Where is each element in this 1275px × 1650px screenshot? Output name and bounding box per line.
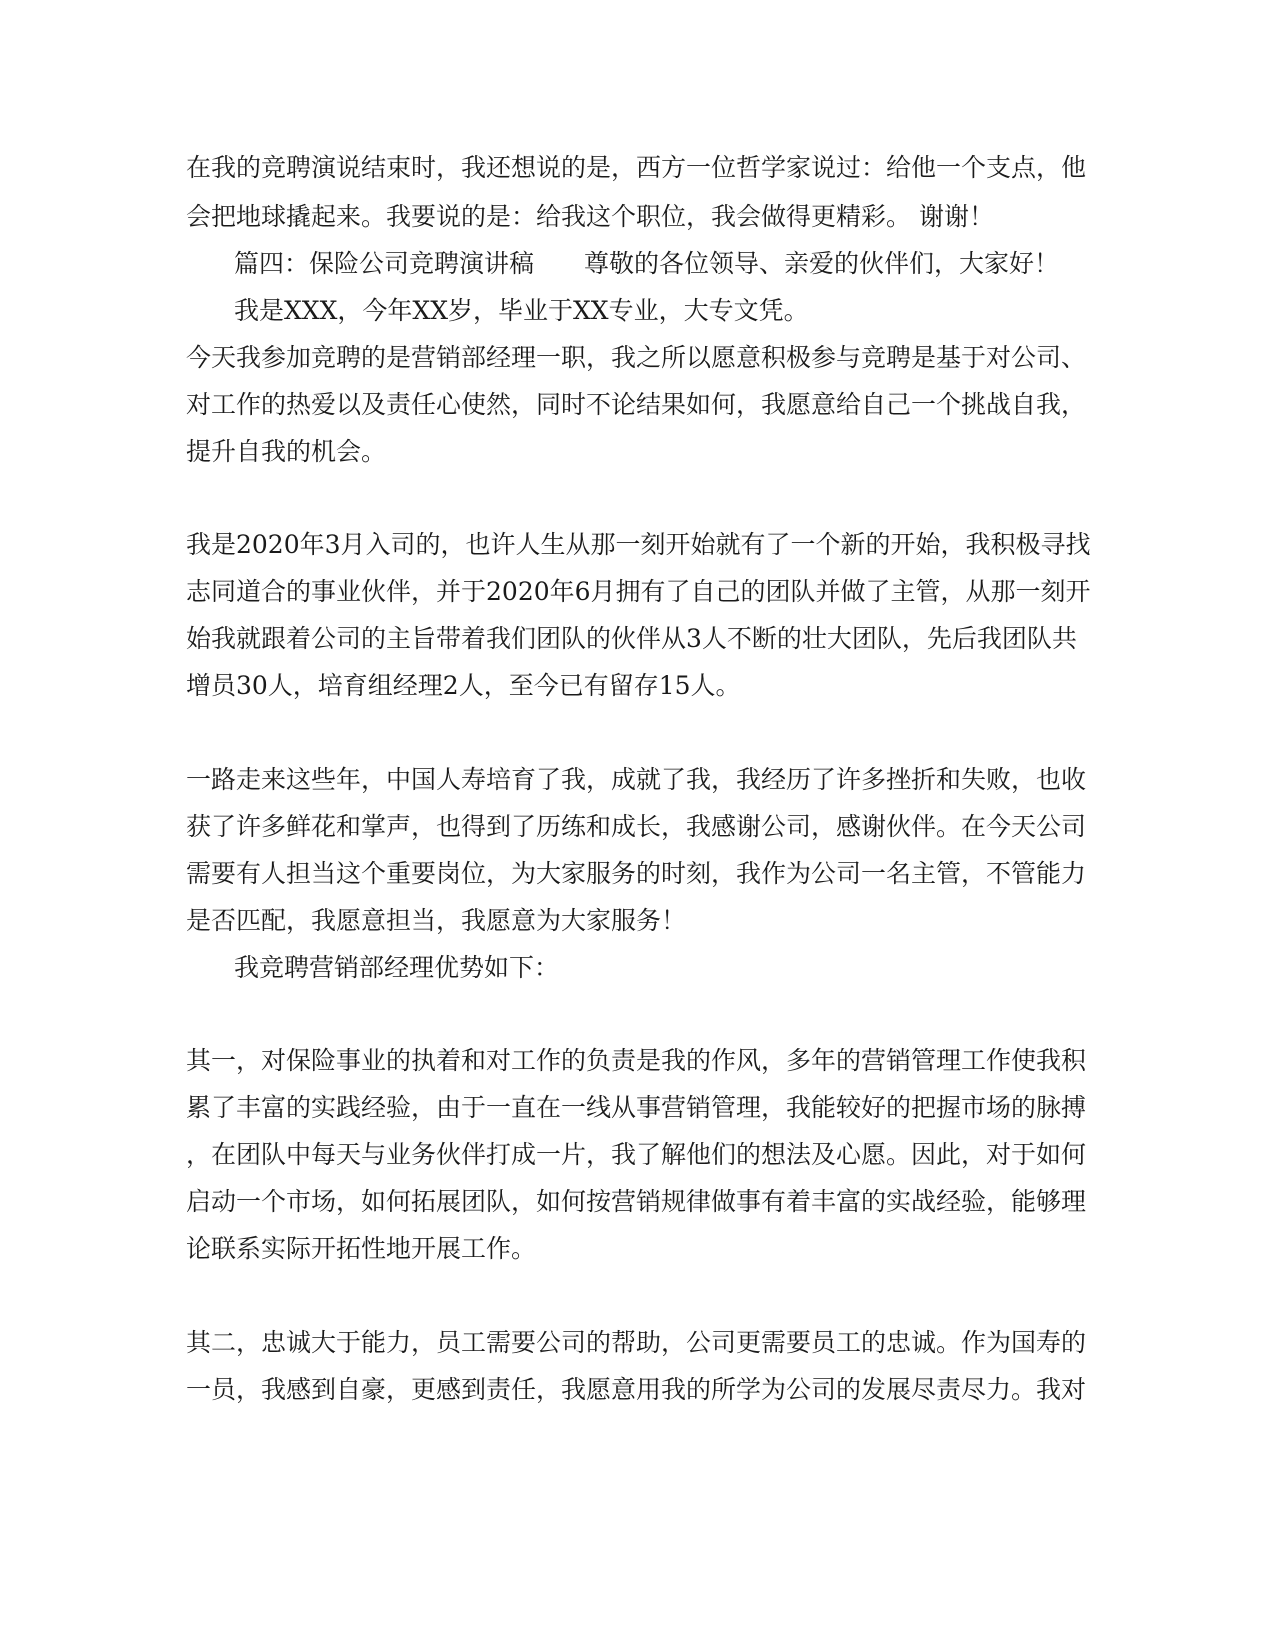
text-line: 论联系实际开拓性地开展工作。 <box>186 1234 537 1263</box>
section-heading-line: 篇四：保险公司竞聘演讲稿 尊敬的各位领导、亲爱的伙伴们，大家好！ <box>234 249 1060 278</box>
text-line: 今天我参加竞聘的是营销部经理一职，我之所以愿意积极参与竞聘是基于对公司、 <box>186 343 1087 372</box>
text-line: 获了许多鲜花和掌声，也得到了历练和成长，我感谢公司，感谢伙伴。在今天公司 <box>186 812 1087 841</box>
text-line: 一路走来这些年，中国人寿培育了我，成就了我，我经历了许多挫折和失败，也收 <box>186 765 1087 794</box>
text-line: 累了丰富的实践经验，由于一直在一线从事营销管理，我能较好的把握市场的脉搏 <box>186 1093 1087 1122</box>
text-line: 我是2020年3月入司的，也许人生从那一刻开始就有了一个新的开始，我积极寻找 <box>186 530 1091 559</box>
text-line: 会把地球撬起来。我要说的是：给我这个职位，我会做得更精彩。 谢谢！ <box>186 202 994 231</box>
text-line: 启动一个市场，如何拓展团队，如何按营销规律做事有着丰富的实战经验，能够理 <box>186 1187 1087 1216</box>
text-line: 在我的竞聘演说结束时，我还想说的是，西方一位哲学家说过：给他一个支点，他 <box>186 153 1087 182</box>
text-line: 我是XXX，今年XX岁，毕业于XX专业，大专文凭。 <box>234 296 809 325</box>
text-line: 志同道合的事业伙伴，并于2020年6月拥有了自己的团队并做了主管，从那一刻开 <box>186 577 1091 606</box>
text-line: 一员，我感到自豪，更感到责任，我愿意用我的所学为公司的发展尽责尽力。我对 <box>186 1375 1087 1404</box>
text-line: 其一，对保险事业的执着和对工作的负责是我的作风，多年的营销管理工作使我积 <box>186 1046 1087 1075</box>
text-line: 对工作的热爱以及责任心使然，同时不论结果如何，我愿意给自己一个挑战自我， <box>186 390 1087 419</box>
text-line: 我竞聘营销部经理优势如下： <box>234 953 560 982</box>
text-line: ，在团队中每天与业务伙伴打成一片，我了解他们的想法及心愿。因此，对于如何 <box>186 1140 1087 1169</box>
text-line: 其二，忠诚大于能力，员工需要公司的帮助，公司更需要员工的忠诚。作为国寿的 <box>186 1328 1087 1357</box>
text-line: 提升自我的机会。 <box>186 437 387 466</box>
text-line: 始我就跟着公司的主旨带着我们团队的伙伴从3人不断的壮大团队，先后我团队共 <box>186 624 1077 653</box>
text-line: 是否匹配，我愿意担当，我愿意为大家服务！ <box>186 906 687 935</box>
text-line: 需要有人担当这个重要岗位，为大家服务的时刻，我作为公司一名主管，不管能力 <box>186 859 1087 888</box>
text-line: 增员30人，培育组经理2人，至今已有留存15人。 <box>186 671 741 700</box>
